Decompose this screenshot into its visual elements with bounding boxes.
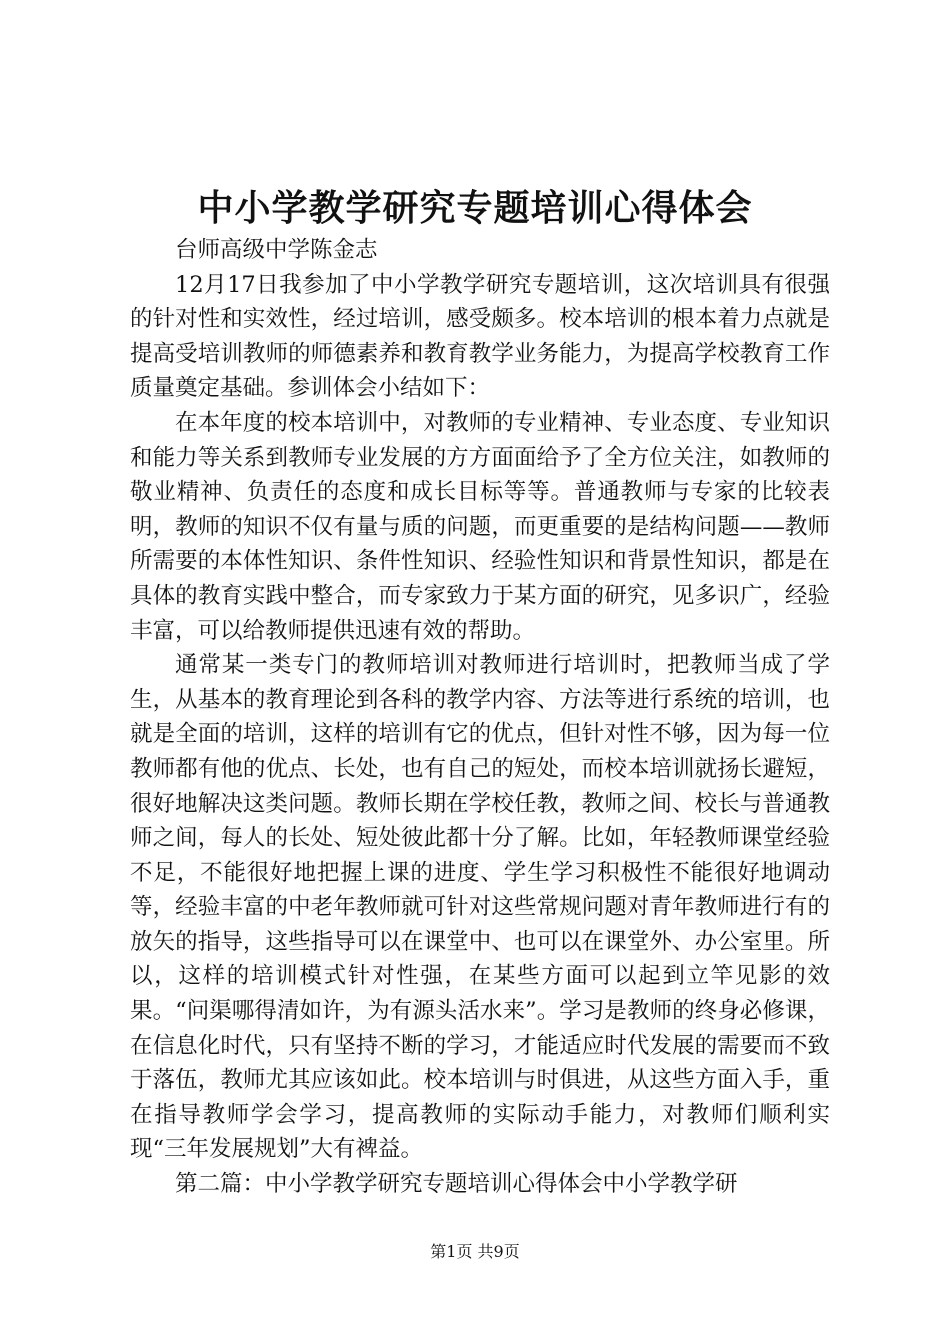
paragraph: 第二篇：中小学教学研究专题培训心得体会中小学教学研 <box>175 1171 738 1198</box>
document-body <box>130 233 830 1202</box>
paragraph: 12月17日我参加了中小学教学研究专题培训，这次培训具有很强的针对性和实效性，经过培训，感受颇多。校本培训的根本着力点就是提高受培训教师的师德素养和教育教学业务能力，为提高学校教育工作质量奠定基础。参训体会小结如下： <box>130 271 830 402</box>
document-title: 中小学教学研究专题培训心得体会 <box>197 187 753 229</box>
paragraph: 通常某一类专门的教师培训对教师进行培训时，把教师当成了学生，从基本的教育理论到各科的教学内容、方法等进行系统的培训，也就是全面的培训，这样的培训有它的优点，但针对性不够，因为每一位教师都有他的优点、长处，也有自己的短处，而校本培训就扬长避短，很好地解决这类问题。教师长期在学校任教，教师之间、校长与普通教师之间，每人的长处、短处彼此都十分了解。比如，年轻教师课堂经验不足，不能很好地把握上课的进度、学生学习积极性不能很好地调动等，经验丰富的中老年教师就可针对这些常规问题对青年教师进行有的放矢的指导，这些指导可以在课堂中、也可以在课堂外、办公室里。所以，这样的培训模式针对性强，在某些方面可以起到立竿见影的效果。“问渠哪得清如许，为有源头活水来”。学习是教师的终身必修课，在信息化时代，只有坚持不断的学习，才能适应时代发展的需要而不致于落伍，教师尤其应该如此。校本培训与时俱进，从这些方面入手，重在指导教师学会学习，提高教师的实际动手能力，对教师们顺利实现“三年发展规划”大有裨益。 <box>130 652 830 1163</box>
paragraph: 在本年度的校本培训中，对教师的专业精神、专业态度、专业知识和能力等关系到教师专业发展的方方面面给予了全方位关注，如教师的敬业精神、负责任的态度和成长目标等等。普通教师与专家的比较表明，教师的知识不仅有量与质的问题，而更重要的是结构问题——教师所需要的本体性知识、条件性知识、经验性知识和背景性知识，都是在具体的教育实践中整合，而专家致力于某方面的研究，见多识广，经验丰富，可以给教师提供迅速有效的帮助。 <box>130 409 830 644</box>
page-number: 第1页 共9页 <box>430 1242 520 1261</box>
author-line: 台师高级中学陈金志 <box>175 237 378 263</box>
